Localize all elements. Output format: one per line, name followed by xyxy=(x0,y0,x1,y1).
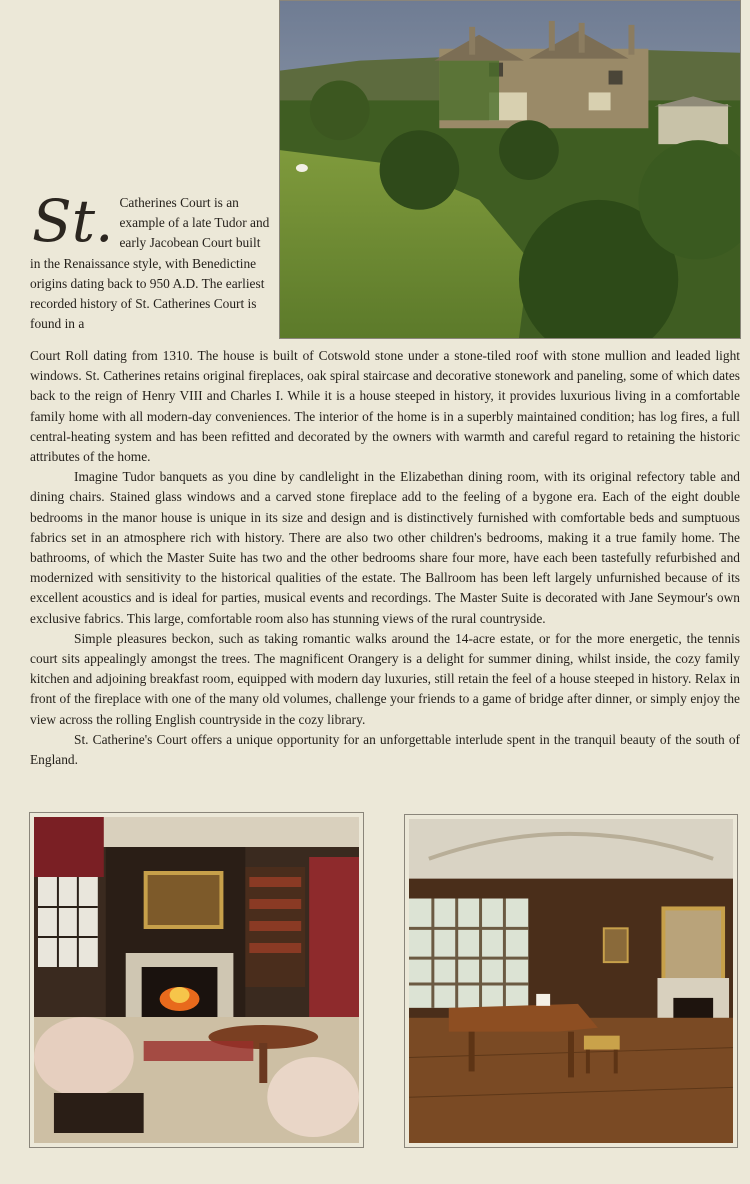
manor-exterior-photo xyxy=(279,0,741,339)
article-body xyxy=(30,346,740,770)
ballroom-photo xyxy=(404,814,738,1148)
paragraph-2: Imagine Tudor banquets as you dine by candlelight in the Elizabethan dining room, with its original refectory table and dining chairs. Stained glass windows and a carved stone fireplace add to the feeling of a bygone era. Each of the eight double bedrooms in the manor house is unique in its size and design and is distinctively furnished with comfortable beds and sumptuous fabrics set in an atmosphere rich with history. There are also two other children's bedrooms, making it a true family home. The bathrooms, of which the Master Suite has two and the other bedrooms share four more, have each been tastefully refurbished and modernized with sensitivity to the historical qualities of the estate. The Ballroom has been left largely unfurnished because of its excellent acoustics and is ideal for parties, musical events and recordings. The Master Suite is decorated with Jane Seymour's own exclusive fabrics. This large, comfortable room also has stunning views of the rural countryside. xyxy=(30,469,740,626)
drop-cap: St. xyxy=(32,187,114,255)
intro-paragraph xyxy=(30,187,270,334)
paragraph-3: Simple pleasures beckon, such as taking romantic walks around the 14-acre estate, or for the more energetic, the tennis court sits appealingly amongst the trees. The magnificent Orangery is a delight for summer dining, whilst inside, the cozy family kitchen and adjoining breakfast room, equipped with modern day luxuries, still retain the feel of a house steeped in history. Relax in front of the fireplace with one of the many old volumes, challenge your friends to a game of bridge after dinner, or simply enjoy the view across the rolling English countryside in the cozy library. xyxy=(30,630,740,727)
paragraph-1-continuation: Court Roll dating from 1310. The house is built of Cotswold stone under a stone-tiled roof with stone mullion and leaded light windows. St. Catherines retains original fireplaces, oak spiral staircase and decorative stonework and paneling, some of which dates back to the reign of Henry VIII and Charles I. While it is a house steeped in history, it provides luxurious living in a comfortable family home with all modern-day conveniences. The interior of the home is in a superbly maintained condition; has log fires, a full central-heating system and has been refitted and decorated by the owners with warmth and careful regard to retaining the historic attributes of the home. xyxy=(30,348,740,465)
library-photo xyxy=(29,812,364,1148)
intro-text: Catherines Court is an example of a late Tudor and early Jacobean Court built in the Renaissance style, with Benedictine origins dating back to 950 A.D. The earliest recorded history of St. Catherines Court is found in a xyxy=(30,195,270,332)
paragraph-4: St. Catherine's Court offers a unique opportunity for an unforgettable interlude spent in the tranquil beauty of the south of England. xyxy=(30,731,740,768)
